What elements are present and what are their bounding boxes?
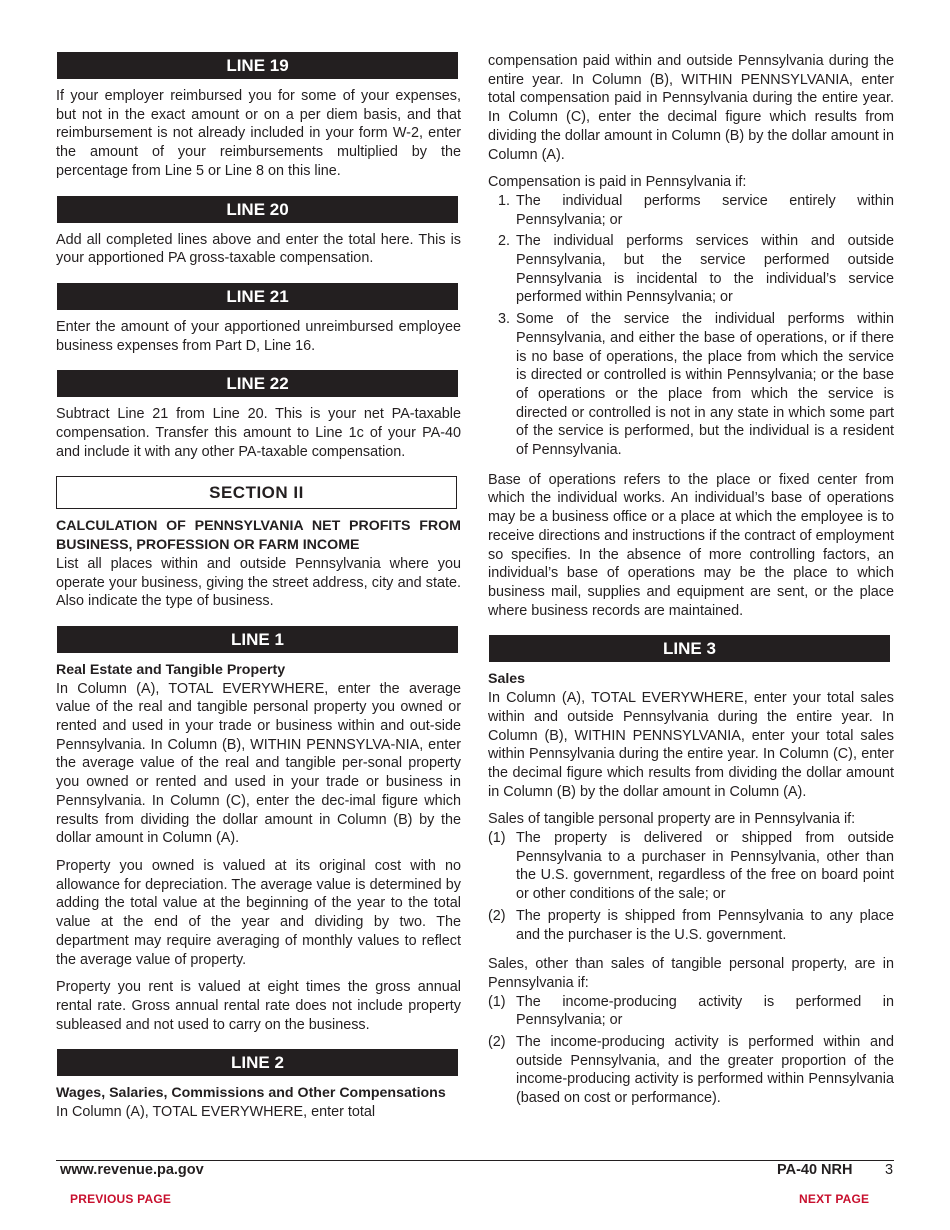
list-item: (1) The property is delivered or shipped from outside Pennsylvania to a purchaser in Pennsylvania, other than the U.S. government, regardless of the free on board point or other conditions of the sale; or	[488, 830, 894, 903]
previous-page-link[interactable]: PREVIOUS PAGE	[70, 1192, 172, 1206]
line-21-text: Enter the amount of your apportioned unreimbursed employee business expenses from Part D, Line 16.	[56, 318, 461, 354]
line-22-text: Subtract Line 21 from Line 20. This is your net PA-taxable compensation. Transfer this amount to Line 1c of your PA-40 and include it with any other PA-taxable compensation.	[56, 406, 461, 460]
list-item: (2) The property is shipped from Pennsylvania to any place and the purchaser is the U.S. government.	[488, 907, 894, 943]
tangible-sales-list	[488, 829, 894, 944]
base-of-operations-text: Base of operations refers to the place or fixed center from which the individual works. An individual’s base of operations may be a business office or a place at which the employee is to receive directions and instructions if the contract of employment so specifies. In the absence of more controlling factors, an individual’s base of operations may be the place to which business mail, supplies and equipment are sent, or the place where business records are maintained.	[488, 471, 894, 619]
right-column	[488, 52, 894, 1111]
next-page-link[interactable]: NEXT PAGE	[799, 1192, 870, 1206]
other-sales-list	[488, 993, 894, 1108]
left-column	[56, 52, 461, 1122]
compensation-intro: Compensation is paid in Pennsylvania if:	[488, 174, 747, 191]
page-number: 3	[885, 1162, 894, 1178]
line-1-paragraph-1: In Column (A), TOTAL EVERYWHERE, enter the average value of the real and tangible personal property you owned or rented and used in your trade or business within and out-side Pennsylvania. In Column (B), WITHIN PENNSYLVA-NIA, enter the average value of the real and tangible per-sonal property you owned or rented and used in your trade or business in Pennsylvania. In Column (C), enter the dec-imal figure which results from dividing the dollar amount in Column (B) by the dollar amount in Column (A).	[56, 680, 461, 847]
list-item: (1) The income-producing activity is performed in Pennsylvania; or	[488, 993, 894, 1029]
line-1-paragraph-3: Property you rent is valued at eight times the gross annual rental rate. Gross annual rental rate does not include property subleased and not used to carry on the business.	[56, 979, 461, 1033]
line-2-continued-text: compensation paid within and outside Pennsylvania during the entire year. In Column (B), WITHIN PENNSYLVANIA, enter total compensation paid in Pennsylvania during the entire year. In Column (C), enter the decimal figure which results from dividing the dollar amount in Column (B) by the dollar amount in Column (A).	[488, 53, 894, 163]
list-item: 3. Some of the service the individual performs within Pennsylvania, and either the base of operations, or if there is no base of operations, the place from which the service is directed or controlled is within Pennsylvania; or the base of operations or the place from which the service is directed or controlled is not in any state in which some part of the service is performed, but the individual is a resident of Pennsylvania.	[498, 311, 894, 459]
line-21-heading: LINE 21	[57, 283, 458, 310]
footer-website: www.revenue.pa.gov	[60, 1162, 204, 1178]
list-item: 2. The individual performs services within and outside Pennsylvania, but the service performed outside Pennsylvania is incidental to the individual’s service performed within Pennsylvania; or	[498, 233, 894, 306]
line-1-paragraph-2: Property you owned is valued at its original cost with no allowance for depreciation. The average value is determined by adding the total value at the beginning of the year to the total value at the end of the year and dividing by two. The department may require averaging of monthly values to reflect the average value of property.	[56, 857, 461, 968]
footer-form-name: PA-40 NRH	[777, 1162, 853, 1178]
line-19-text: If your employer reimbursed you for some of your expenses, but not in the exact amount or on a per diem basis, and that reimbursement is not already included in your form W-2, enter the amount of your reimbursements multiplied by the percentage from Line 5 or Line 8 on this line.	[56, 88, 461, 179]
other-sales-intro: Sales, other than sales of tangible personal property, are in Pennsylvania if:	[488, 956, 894, 991]
line-19-heading: LINE 19	[57, 52, 458, 79]
list-item: (2) The income-producing activity is performed within and outside Pennsylvania, and the greater proportion of the income-producing activity is performed within Pennsylvania (based on cost or performance).	[488, 1034, 894, 1107]
line-1-heading: LINE 1	[57, 626, 458, 653]
line-3-subheading: Sales	[488, 671, 526, 688]
compensation-list	[488, 192, 894, 460]
line-2-subheading: Wages, Salaries, Commissions and Other Compensations	[56, 1085, 446, 1102]
line-2-text: In Column (A), TOTAL EVERYWHERE, enter total	[56, 1104, 376, 1121]
line-20-heading: LINE 20	[57, 196, 458, 223]
line-2-heading: LINE 2	[57, 1049, 458, 1076]
line-20-text: Add all completed lines above and enter the total here. This is your apportioned PA gross-taxable compensation.	[56, 231, 461, 267]
line-22-heading: LINE 22	[57, 370, 458, 397]
tangible-sales-intro: Sales of tangible personal property are in Pennsylvania if:	[488, 811, 856, 828]
line-1-subheading: Real Estate and Tangible Property	[56, 661, 286, 678]
list-item: 1. The individual performs service entirely within Pennsylvania; or	[498, 192, 894, 228]
footer-divider	[56, 1160, 894, 1161]
section-2-heading: SECTION II	[56, 476, 457, 509]
section-2-text: List all places within and outside Pennsylvania where you operate your business, giving the street address, city and state. Also indicate the type of business.	[56, 555, 461, 610]
line-3-paragraph-1: In Column (A), TOTAL EVERYWHERE, enter your total sales within and outside Pennsylvania during the entire year. In Column (B), WITHIN PENNSYLVANIA, enter your total sales within Pennsylvania during the entire year. In Column (C), enter the decimal figure which results from dividing the dollar amount in Column (B) by the dollar amount in Column (A).	[488, 690, 894, 800]
section-2-subheading: CALCULATION OF PENNSYLVANIA NET PROFITS FROM BUSINESS, PROFESSION OR FARM INCOME	[56, 518, 461, 554]
line-3-heading: LINE 3	[489, 635, 890, 662]
